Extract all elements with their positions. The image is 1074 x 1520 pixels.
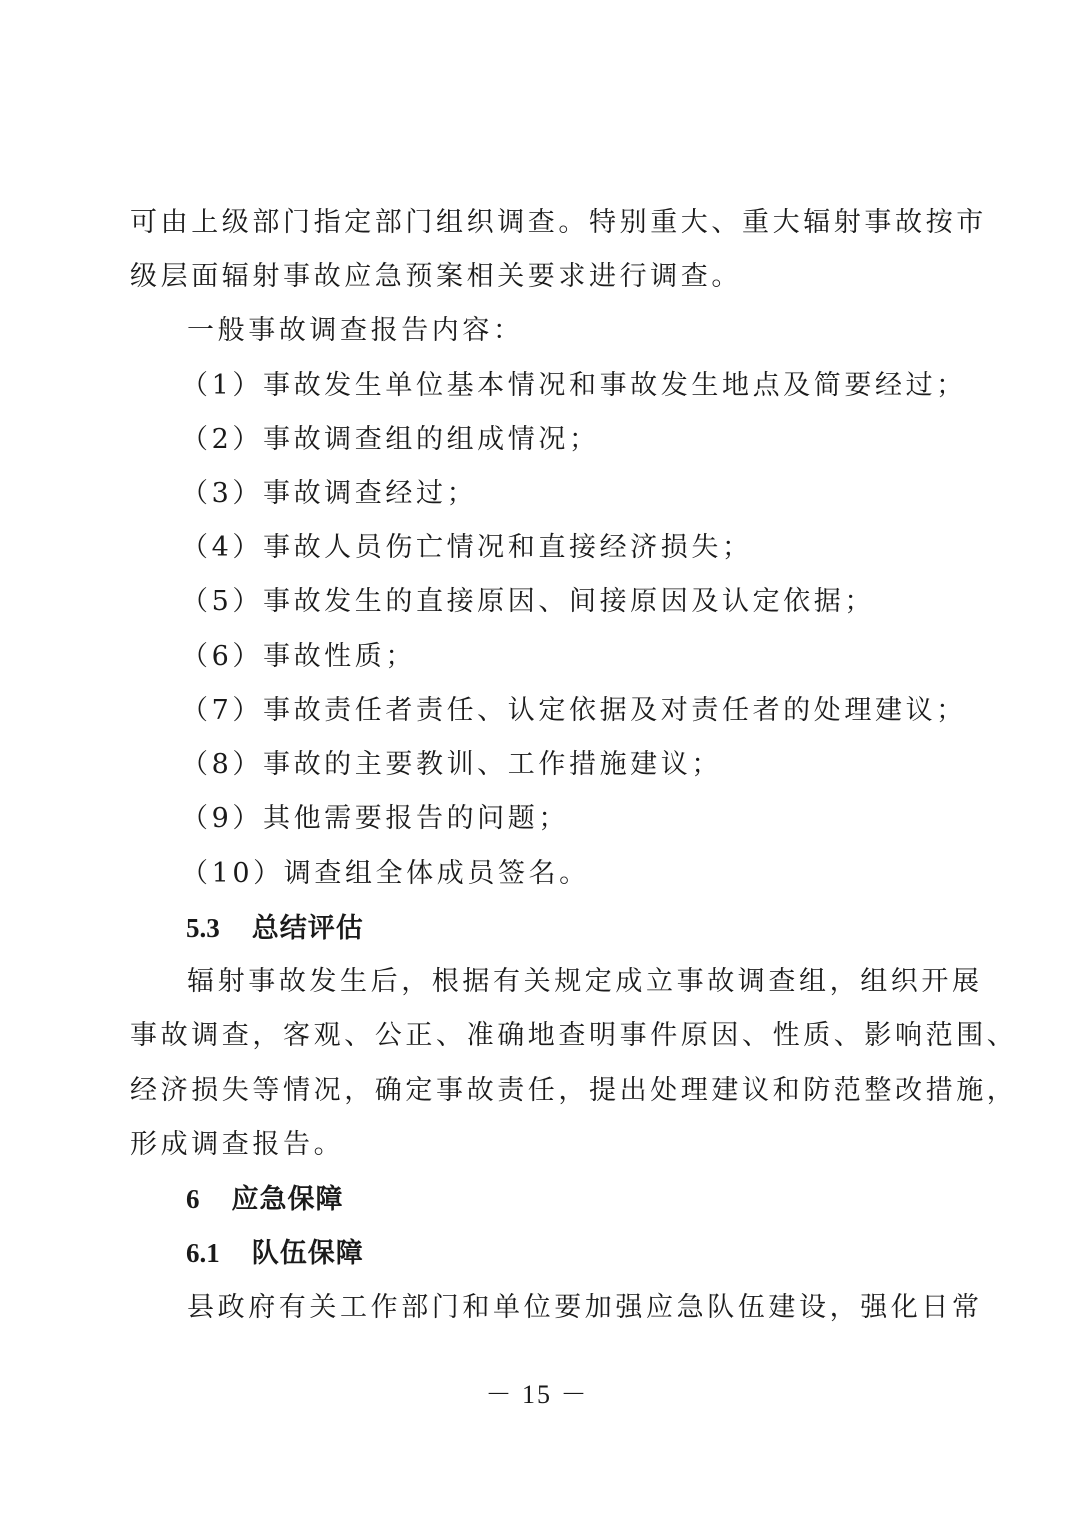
- list-item: （7）事故责任者责任、认定依据及对责任者的处理建议；: [181, 695, 967, 726]
- list-item: （10）调查组全体成员签名。: [181, 858, 590, 889]
- paragraph-line: 可由上级部门指定部门组织调查。特别重大、重大辐射事故按市: [130, 207, 987, 238]
- list-item: （4）事故人员伤亡情况和直接经济损失；: [181, 532, 753, 563]
- paragraph-line: 经济损失等情况，确定事故责任，提出处理建议和防范整改措施，: [130, 1075, 1018, 1106]
- paragraph-line: 一般事故调查报告内容：: [187, 315, 524, 346]
- section-title: 总结评估: [251, 913, 364, 944]
- paragraph-line: 事故调查，客观、公正、准确地查明事件原因、性质、影响范围、: [130, 1020, 1018, 1051]
- list-item: （2）事故调查组的组成情况；: [181, 424, 600, 455]
- paragraph-line: 辐射事故发生后，根据有关规定成立事故调查组，组织开展: [187, 966, 983, 997]
- list-item: （6）事故性质；: [181, 641, 416, 672]
- section-title: 应急保障: [231, 1184, 344, 1215]
- page-number: － 15 －: [485, 1380, 589, 1409]
- list-item: （9）其他需要报告的问题；: [181, 803, 569, 834]
- section-title: 队伍保障: [251, 1238, 364, 1269]
- section-heading-6-1: [186, 1235, 364, 1272]
- list-item: （1）事故发生单位基本情况和事故发生地点及简要经过；: [181, 370, 967, 401]
- paragraph-line: 县政府有关工作部门和单位要加强应急队伍建设，强化日常: [187, 1292, 983, 1323]
- section-heading-5-3: [186, 910, 364, 947]
- paragraph-line: 形成调查报告。: [130, 1129, 345, 1160]
- section-number: 6.1: [186, 1238, 220, 1268]
- section-number: 5.3: [186, 913, 220, 943]
- list-item: （5）事故发生的直接原因、间接原因及认定依据；: [181, 586, 875, 617]
- paragraph-line: 级层面辐射事故应急预案相关要求进行调查。: [130, 261, 742, 292]
- list-item: （3）事故调查经过；: [181, 478, 478, 509]
- section-number: 6: [186, 1184, 200, 1214]
- section-heading-6: [186, 1181, 344, 1218]
- list-item: （8）事故的主要教训、工作措施建议；: [181, 749, 722, 780]
